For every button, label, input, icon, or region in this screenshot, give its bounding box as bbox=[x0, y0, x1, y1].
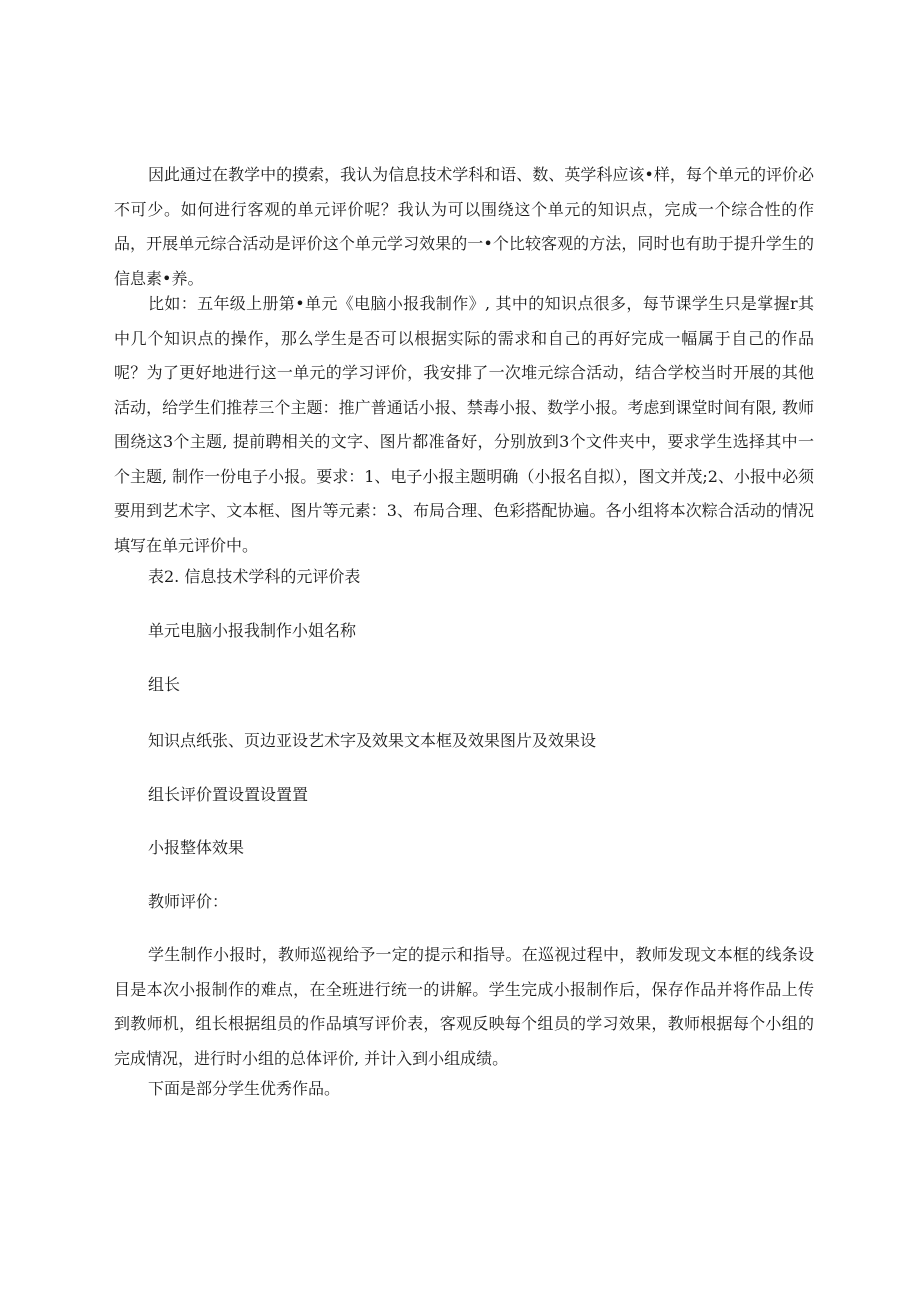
paragraph-closing: 下面是部分学生优秀作品。 bbox=[148, 1079, 341, 1098]
table-line-knowledge: 知识点纸张、页边亚设艺术字及效果文本框及效果图片及效果设 bbox=[148, 731, 597, 750]
table-line-unit: 单元电脑小报我制作小姐名称 bbox=[148, 621, 357, 640]
paragraph-intro: 因此通过在教学中的摸索，我认为信息技术学科和语、数、英学科应该•样，每个单元的评价必不可少。如何进行客观的单元评价呢？我认为可以围绕这个单元的知识点，完成一个综合性的作品，开展单元综合活动是评价这个单元学习效果的一•个比较客观的方法，同时也有助于提升学生的信息素•养。 bbox=[114, 165, 814, 288]
table-line-overall: 小报整体效果 bbox=[148, 838, 245, 857]
table-caption: 表2. 信息技术学科的元评价表 bbox=[148, 567, 361, 586]
table-line-teacher-eval: 教师评价： bbox=[148, 892, 229, 911]
table-line-leader: 组长 bbox=[148, 675, 181, 694]
paragraph-example: 比如：五年级上册第•单元《电脑小报我制作》, 其中的知识点很多，每节课学生只是掌握r其中几个知识点的操作，那么学生是否可以根据实际的需求和自己的再好完成一幅属于自己的作品呢？为了更好地进行这一单元的学习评价，我安排了一次堆元综合活动，结合学校当时开展的其他活动，给学生们推荐三个主题：推广普通话小报、禁毒小报、数学小报。考虑到课堂时间有限, 教师围绕这3个主题, 提前聘相关的文字、图片都准备好，分别放到3个文件夹中，要求学生选择其中一个主题, 制作一份电子小报。要求：1、电子小报主题明确（小报名自拟），图文并茂;2、小报中必须要用到艺术字、文本框、图片等元素：3、布局合理、色彩搭配协遍。各小组将本次粽合活动的情况填写在单元评价中。 bbox=[114, 294, 814, 555]
table-line-leader-eval: 组长评价置设置设置置 bbox=[148, 785, 309, 804]
paragraph-process: 学生制作小报时，教师巡视给予一定的提示和指导。在巡视过程中，教师发现文本框的线条设目是本次小报制作的难点，在全班进行统一的讲解。学生完成小报制作后，保存作品并将作品上传到教师机，组长根据组员的作品填写评价表，客观反映每个组员的学习效果，教师根据每个小组的完成情况，进行时小组的总体评价, 并计入到小组成绩。 bbox=[114, 945, 814, 1068]
